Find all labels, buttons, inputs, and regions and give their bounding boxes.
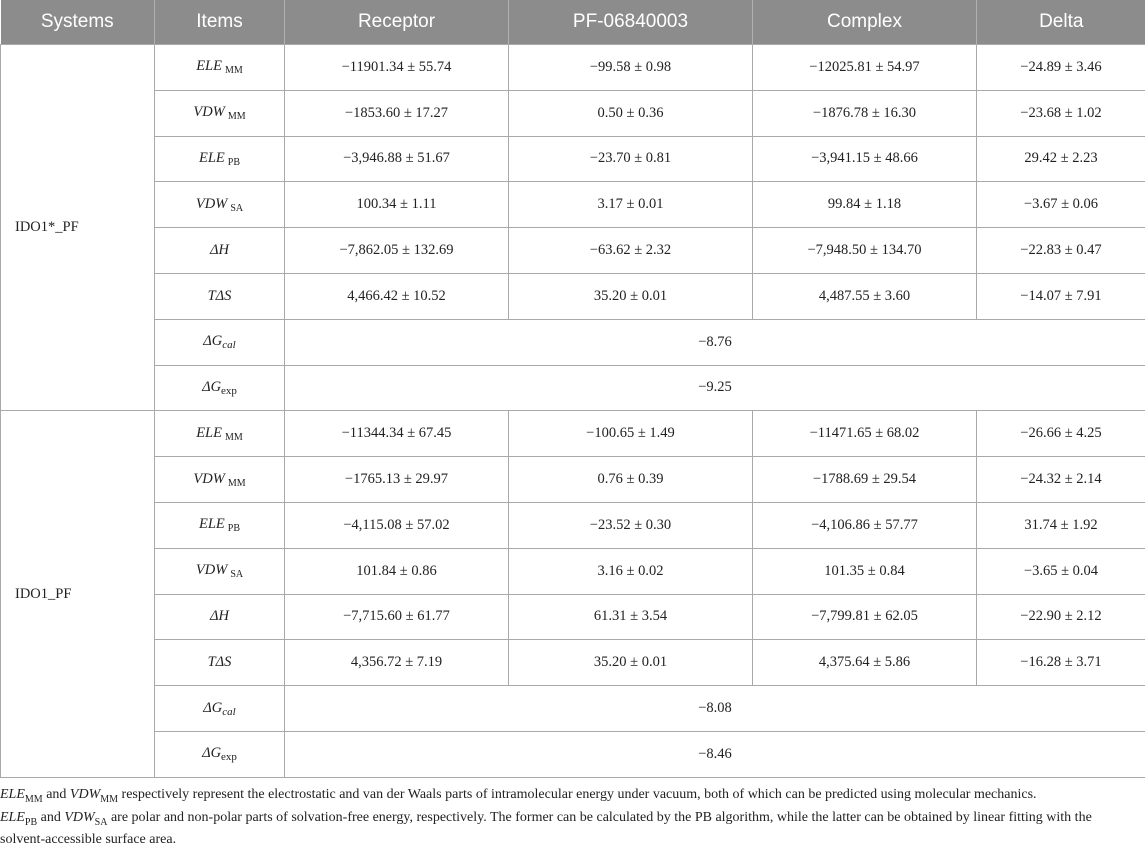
complex-value: −7,948.50 ± 134.70 <box>753 228 977 274</box>
delta-value: −14.07 ± 7.91 <box>977 273 1145 319</box>
item-label-vdw-mm: VDW $_{MM}$ <box>155 457 285 503</box>
table-row <box>1 457 1145 503</box>
item-label-dgcal: $\Delta G_{cal}$ <box>155 319 285 365</box>
receptor-value: −4,115.08 ± 57.02 <box>285 502 509 548</box>
table-row <box>1 273 1145 319</box>
footnote-line-2: $ELE_{PB}$ and $VDW_{SA}$ are polar and non-polar parts of solvation-free energy, respectively. The former can be calculated by the PB algorithm, while the latter can be obtained by linear fitting with the solvent-accessible surface area. <box>0 809 1140 849</box>
ligand-value: −63.62 ± 2.32 <box>509 228 753 274</box>
receptor-value: −7,862.05 ± 132.69 <box>285 228 509 274</box>
item-label-ele-mm: ELE $_{MM}$ <box>155 411 285 457</box>
item-label-tds: TΔS <box>155 273 285 319</box>
ligand-value: −100.65 ± 1.49 <box>509 411 753 457</box>
receptor-value: −11344.34 ± 67.45 <box>285 411 509 457</box>
delta-value: −24.89 ± 3.46 <box>977 45 1145 91</box>
receptor-value: −11901.34 ± 55.74 <box>285 45 509 91</box>
ligand-value: 61.31 ± 3.54 <box>509 594 753 640</box>
system-name: IDO1*_PF <box>1 45 155 411</box>
ligand-value: 3.16 ± 0.02 <box>509 548 753 594</box>
complex-value: 4,375.64 ± 5.86 <box>753 640 977 686</box>
table-row <box>1 45 1145 91</box>
item-label-ele-pb: ELE $_{PB}$ <box>155 502 285 548</box>
receptor-value: −1765.13 ± 29.97 <box>285 457 509 503</box>
ligand-value: 35.20 ± 0.01 <box>509 273 753 319</box>
ligand-value: 0.76 ± 0.39 <box>509 457 753 503</box>
table-row <box>1 365 1145 411</box>
table-row <box>1 686 1145 732</box>
table-row <box>1 319 1145 365</box>
dgexp-value: −9.25 <box>285 365 1145 411</box>
dgcal-value: −8.76 <box>285 319 1145 365</box>
delta-value: 29.42 ± 2.23 <box>977 136 1145 182</box>
item-label-tds: TΔS <box>155 640 285 686</box>
table-row <box>1 731 1145 777</box>
ligand-value: −23.70 ± 0.81 <box>509 136 753 182</box>
receptor-value: 101.84 ± 0.86 <box>285 548 509 594</box>
complex-value: −12025.81 ± 54.97 <box>753 45 977 91</box>
complex-value: 4,487.55 ± 3.60 <box>753 273 977 319</box>
ligand-value: 3.17 ± 0.01 <box>509 182 753 228</box>
dgcal-value: −8.08 <box>285 686 1145 732</box>
ligand-value: 35.20 ± 0.01 <box>509 640 753 686</box>
item-label-vdw-mm: VDW $_{MM}$ <box>155 90 285 136</box>
header-row <box>1 0 1145 45</box>
receptor-value: 4,466.42 ± 10.52 <box>285 273 509 319</box>
delta-value: −24.32 ± 2.14 <box>977 457 1145 503</box>
table-row <box>1 548 1145 594</box>
item-label-vdw-sa: VDW $_{SA}$ <box>155 182 285 228</box>
complex-value: −7,799.81 ± 62.05 <box>753 594 977 640</box>
item-label-ele-pb: ELE $_{PB}$ <box>155 136 285 182</box>
header-delta: Delta <box>977 0 1145 45</box>
complex-value: −3,941.15 ± 48.66 <box>753 136 977 182</box>
complex-value: −1876.78 ± 16.30 <box>753 90 977 136</box>
complex-value: −4,106.86 ± 57.77 <box>753 502 977 548</box>
receptor-value: −7,715.60 ± 61.77 <box>285 594 509 640</box>
header-complex: Complex <box>753 0 977 45</box>
ligand-value: −23.52 ± 0.30 <box>509 502 753 548</box>
receptor-value: −3,946.88 ± 51.67 <box>285 136 509 182</box>
complex-value: 99.84 ± 1.18 <box>753 182 977 228</box>
delta-value: −3.67 ± 0.06 <box>977 182 1145 228</box>
item-label-dgcal: $\Delta G_{cal}$ <box>155 686 285 732</box>
receptor-value: −1853.60 ± 17.27 <box>285 90 509 136</box>
footnote-line-1: $ELE_{MM}$ and $VDW_{MM}$ respectively represent the electrostatic and van der Waals parts of intramolecular energy under vacuum, both of which can be predicted using molecular mechanics. <box>0 786 1140 809</box>
delta-value: −22.90 ± 2.12 <box>977 594 1145 640</box>
ligand-value: 0.50 ± 0.36 <box>509 90 753 136</box>
complex-value: −1788.69 ± 29.54 <box>753 457 977 503</box>
ligand-value: −99.58 ± 0.98 <box>509 45 753 91</box>
delta-value: −23.68 ± 1.02 <box>977 90 1145 136</box>
item-label-dh: ΔH <box>155 594 285 640</box>
dgexp-value: −8.46 <box>285 731 1145 777</box>
header-items: Items <box>155 0 285 45</box>
complex-value: −11471.65 ± 68.02 <box>753 411 977 457</box>
item-label-dh: ΔH <box>155 228 285 274</box>
receptor-value: 100.34 ± 1.11 <box>285 182 509 228</box>
delta-value: −3.65 ± 0.04 <box>977 548 1145 594</box>
table-row <box>1 594 1145 640</box>
item-label-dgexp: $\Delta G_{exp}$ <box>155 731 285 777</box>
receptor-value: 4,356.72 ± 7.19 <box>285 640 509 686</box>
table-footnote <box>0 778 1140 849</box>
table-row <box>1 502 1145 548</box>
item-label-ele-mm: ELE $_{MM}$ <box>155 45 285 91</box>
delta-value: −16.28 ± 3.71 <box>977 640 1145 686</box>
table-row <box>1 411 1145 457</box>
header-receptor: Receptor <box>285 0 509 45</box>
item-label-dgexp: $\Delta G_{exp}$ <box>155 365 285 411</box>
table-row <box>1 136 1145 182</box>
item-label-vdw-sa: VDW $_{SA}$ <box>155 548 285 594</box>
table-row <box>1 640 1145 686</box>
header-systems: Systems <box>1 0 155 45</box>
table-body <box>1 45 1145 778</box>
complex-value: 101.35 ± 0.84 <box>753 548 977 594</box>
delta-value: 31.74 ± 1.92 <box>977 502 1145 548</box>
table-row <box>1 182 1145 228</box>
system-name: IDO1_PF <box>1 411 155 777</box>
header-ligand: PF-06840003 <box>509 0 753 45</box>
table-row <box>1 90 1145 136</box>
delta-value: −26.66 ± 4.25 <box>977 411 1145 457</box>
table-row <box>1 228 1145 274</box>
delta-value: −22.83 ± 0.47 <box>977 228 1145 274</box>
